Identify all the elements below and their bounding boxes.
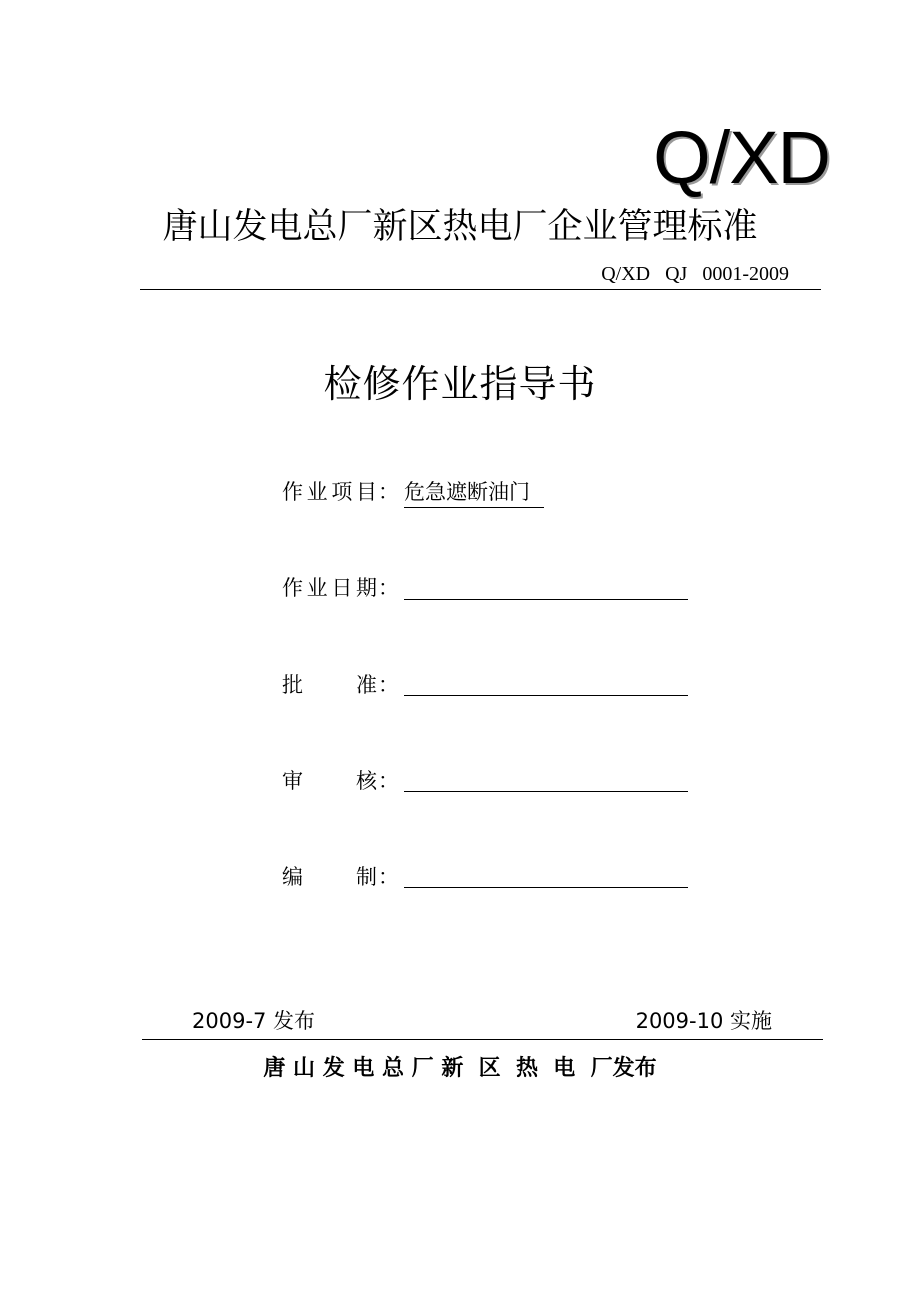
field-approve-colon: ： xyxy=(378,673,400,697)
field-compile-colon: ： xyxy=(378,865,400,889)
publisher: 唐 山 发 电 总 厂 新 区 热 电 厂发布 xyxy=(263,1056,657,1081)
field-item-colon: ： xyxy=(378,480,400,504)
field-date-blank-line xyxy=(404,599,688,600)
field-compile-blank-line xyxy=(404,887,688,888)
field-date-label-row xyxy=(282,573,400,603)
field-review-label-row xyxy=(282,766,400,796)
standard-code: Q/XD xyxy=(653,116,830,199)
field-review-blank-line xyxy=(404,791,688,792)
field-review-label: 审 核 xyxy=(282,769,378,793)
field-compile-label-row xyxy=(282,862,400,892)
field-review-colon: ： xyxy=(378,769,400,793)
field-item-label: 作业项目 xyxy=(282,480,378,504)
effective-date: 2009-10 实施 xyxy=(635,1009,772,1033)
header-divider xyxy=(140,289,821,290)
field-approve-blank-line xyxy=(404,695,688,696)
field-compile-label: 编 制 xyxy=(282,865,378,889)
standard-number: Q/XD QJ 0001-2009 xyxy=(601,263,789,285)
field-date-colon: ： xyxy=(378,576,400,600)
footer-divider xyxy=(142,1039,823,1040)
field-item-value: 危急遮断油门 xyxy=(404,477,544,508)
field-item-label-row xyxy=(282,477,400,507)
publish-date: 2009-7 发布 xyxy=(192,1009,316,1033)
field-approve-label: 批 准 xyxy=(282,673,378,697)
document-title: 检修作业指导书 xyxy=(323,362,597,406)
organization-standard-title: 唐山发电总厂新区热电厂企业管理标准 xyxy=(162,207,758,247)
field-approve-label-row xyxy=(282,670,400,700)
field-date-label: 作业日期 xyxy=(282,576,378,600)
